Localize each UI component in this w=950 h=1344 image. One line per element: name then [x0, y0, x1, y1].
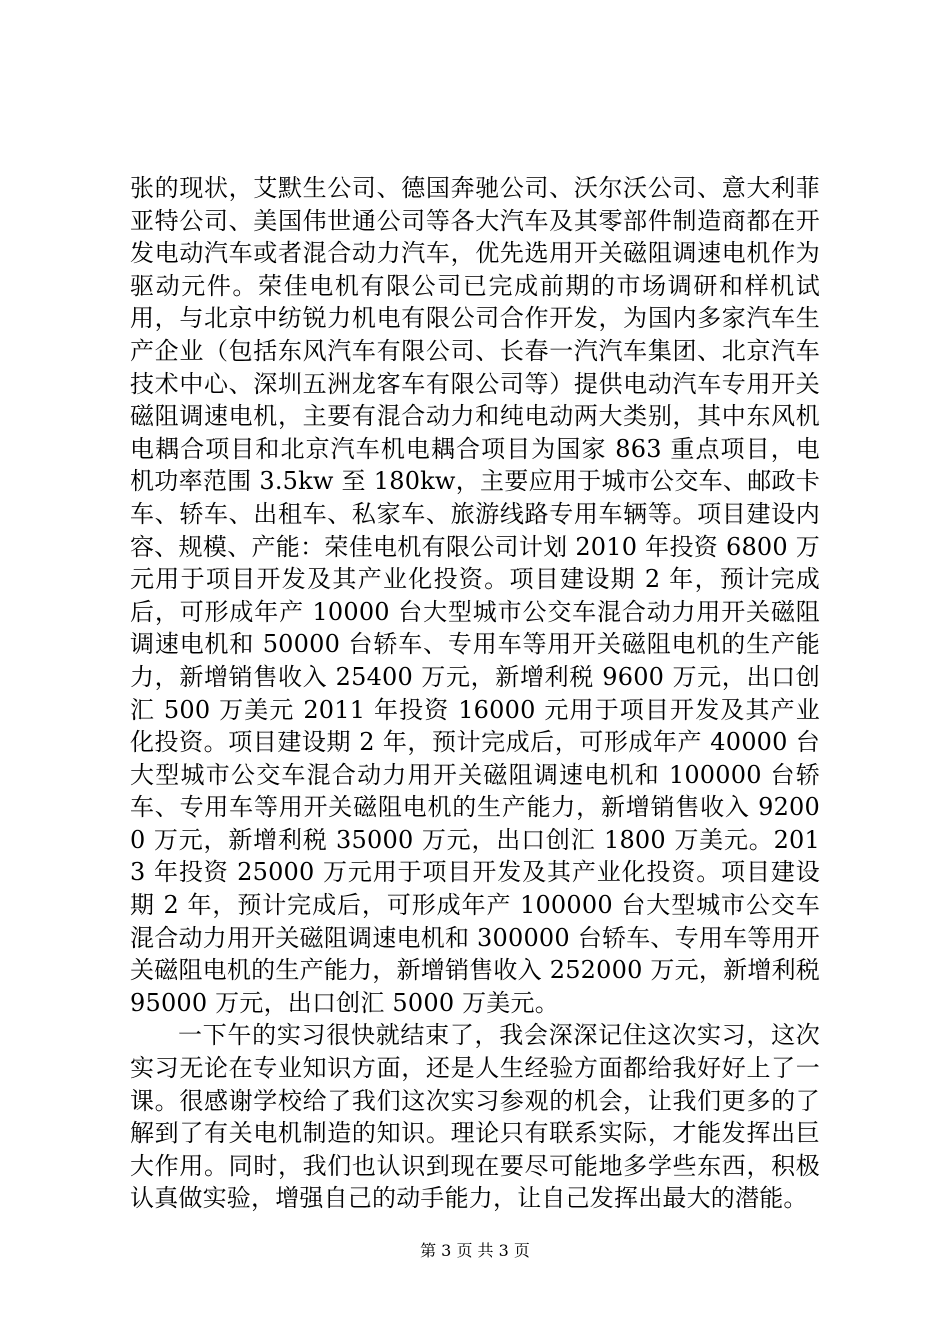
paragraph-project-overview: 张的现状，艾默生公司、德国奔驰公司、沃尔沃公司、意大利菲亚特公司、美国伟世通公司等各大汽车及其零部件制造商都在开发电动汽车或者混合动力汽车，优先选用开关磁阻调速电机作为驱动元件。荣佳电机有限公司已完成前期的市场调研和样机试用，与北京中纺锐力机电有限公司合作开发，为国内多家汽车生产企业（包括东风汽车有限公司、长春一汽汽车集团、北京汽车技术中心、深圳五洲龙客车有限公司等）提供电动汽车专用开关磁阻调速电机，主要有混合动力和纯电动两大类别，其中东风机电耦合项目和北京汽车机电耦合项目为国家 863 重点项目，电机功率范围 3.5kw 至 180kw，主要应用于城市公交车、邮政卡车、轿车、出租车、私家车、旅游线路专用车辆等。项目建设内容、规模、产能：荣佳电机有限公司计划 2010 年投资 6800 万元用于项目开发及其产业化投资。项目建设期 2 年，预计完成后，可形成年产 10000 台大型城市公交车混合动力用开关磁阻调速电机和 50000 台轿车、专用车等用开关磁阻电机的生产能力，新增销售收入 25400 万元，新增利税 9600 万元，出口创汇 500 万美元 2011 年投资 16000 元用于项目开发及其产业化投资。项目建设期 2 年，预计完成后，可形成年产 40000 台大型城市公交车混合动力用开关磁阻调速电机和 100000 台轿车、专用车等用开关磁阻电机的生产能力，新增销售收入 92000 万元，新增利税 35000 万元，出口创汇 1800 万美元。2013 年投资 25000 万元用于项目开发及其产业化投资。项目建设期 2 年，预计完成后，可形成年产 100000 台大型城市公交车混合动力用开关磁阻调速电机和 300000 台轿车、专用车等用开关磁阻电机的生产能力，新增销售收入 252000 万元，新增利税 95000 万元，出口创汇 5000 万美元。 — [130, 174, 820, 1017]
page-number-footer: 第 3 页 共 3 页 — [420, 1241, 530, 1260]
paragraph-internship-reflection: 一下午的实习很快就结束了，我会深深记住这次实习，这次实习无论在专业知识方面，还是人生经验方面都给我好好上了一课。很感谢学校给了我们这次实习参观的机会，让我们更多的了解到了有关电机制造的知识。理论只有联系实际，才能发挥出巨大作用。同时，我们也认识到现在要尽可能地多学些东西，积极认真做实验，增强自己的动手能力，让自己发挥出最大的潜能。 — [130, 1021, 820, 1213]
document-body — [130, 172, 820, 1215]
